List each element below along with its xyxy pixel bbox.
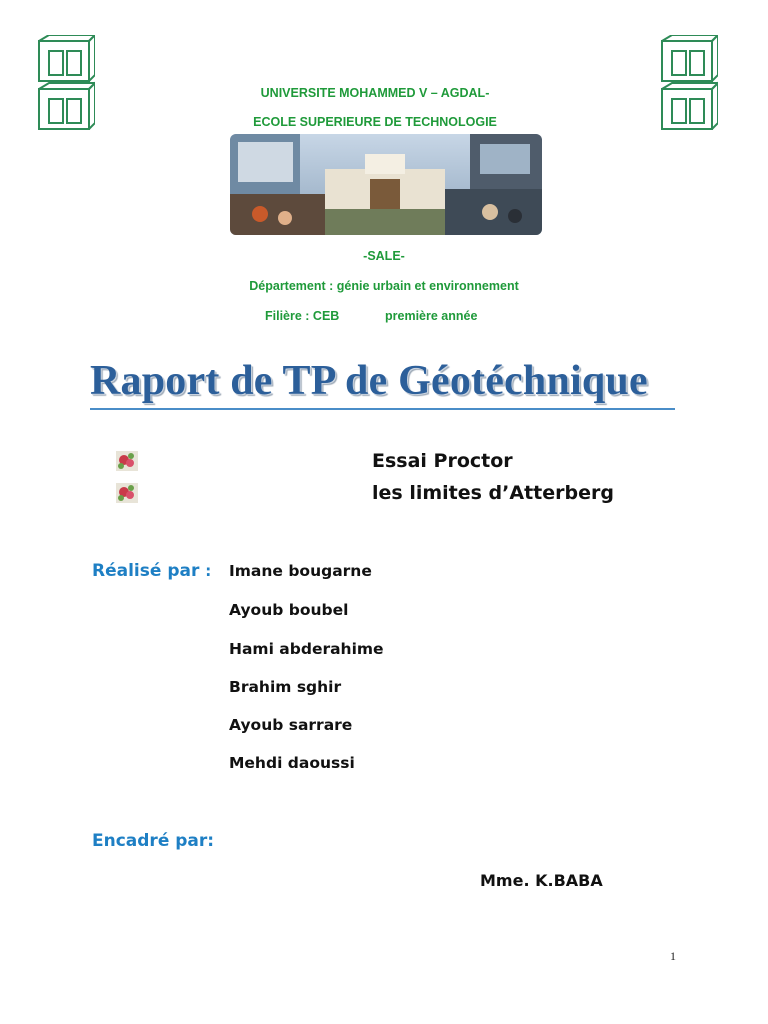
year-label: première année	[385, 309, 478, 323]
topic-item: les limites d’Atterberg	[372, 482, 614, 504]
member-name: Ayoub sarrare	[229, 716, 353, 734]
city-label: -SALE-	[363, 249, 405, 263]
realise-label-text: Réalisé par	[92, 561, 200, 581]
realise-par-label	[92, 561, 211, 581]
encadre-par-label: Encadré par:	[92, 831, 215, 851]
member-name: Mehdi daoussi	[229, 754, 355, 772]
campus-photo-collage	[230, 134, 542, 235]
filiere-label: Filière : CEB	[265, 309, 340, 323]
topic-item: Essai Proctor	[372, 450, 513, 472]
member-name: Ayoub boubel	[229, 601, 349, 619]
realise-label-colon: :	[205, 562, 212, 580]
university-name: UNIVERSITE MOHAMMED V – AGDAL-	[260, 86, 490, 100]
title-underline	[90, 408, 675, 410]
flower-bullet-icon	[116, 483, 138, 503]
school-name: ECOLE SUPERIEURE DE TECHNOLOGIE	[253, 115, 497, 129]
page-number: 1	[670, 949, 676, 963]
supervisor-name: Mme. K.BABA	[480, 871, 603, 890]
flower-bullet-icon	[116, 451, 138, 471]
member-name: Hami abderahime	[229, 640, 384, 658]
member-name: Brahim sghir	[229, 678, 342, 696]
member-name: Imane bougarne	[229, 562, 372, 580]
report-title: Raport de TP de Géotéchnique	[90, 358, 648, 404]
department-label: Département : génie urbain et environnement	[249, 279, 519, 293]
